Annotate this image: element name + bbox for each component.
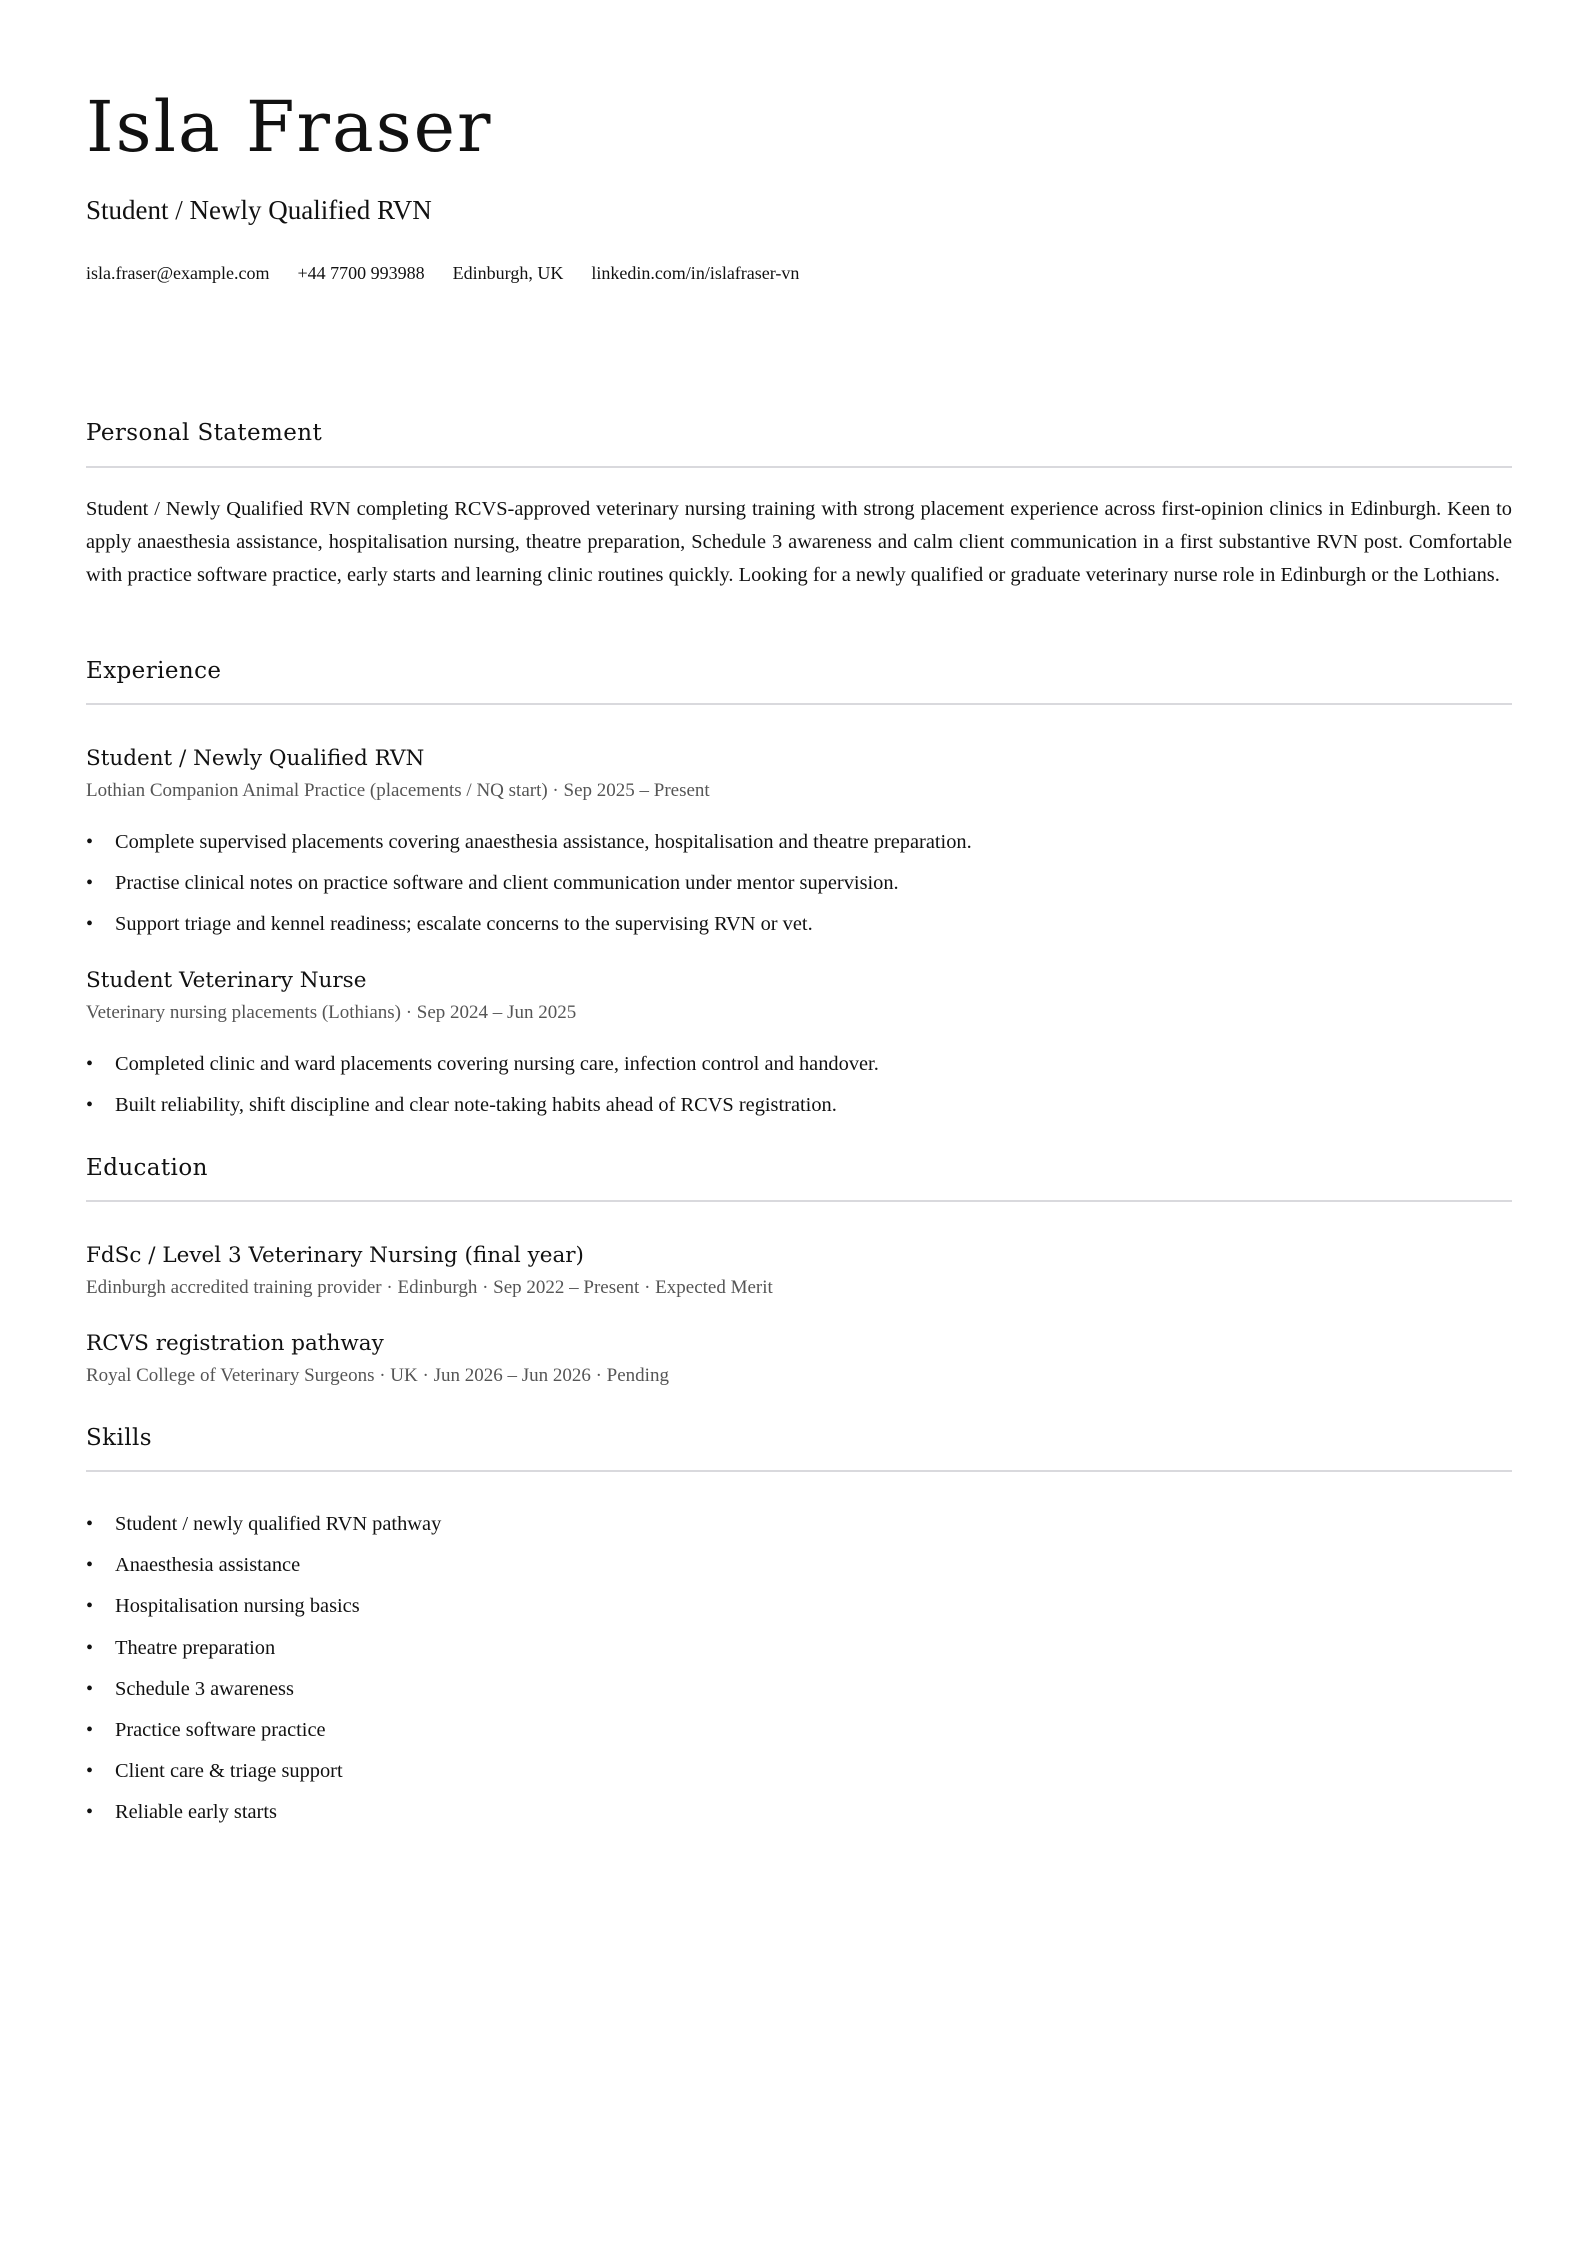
section-title-personal-statement: Personal Statement xyxy=(86,420,323,446)
list-item: • Completed clinic and ward placements covering nursing care, infection control and handover. xyxy=(86,1044,879,1085)
skills-list xyxy=(86,1504,441,1834)
section-divider xyxy=(86,1470,1512,1472)
education-title: FdSc / Level 3 Veterinary Nursing (final year) xyxy=(86,1243,584,1268)
role-title: Student Veterinary Nurse xyxy=(86,968,367,993)
contact-linkedin[interactable]: linkedin.com/in/islafraser-vn xyxy=(591,263,800,283)
role-bullets xyxy=(86,1044,879,1126)
list-item: • Student / newly qualified RVN pathway xyxy=(86,1504,441,1545)
education-meta: Royal College of Veterinary Surgeons · UK · Jun 2026 – Jun 2026 · Pending xyxy=(86,1365,669,1386)
candidate-headline: Student / Newly Qualified RVN xyxy=(86,195,432,225)
list-item: • Built reliability, shift discipline and clear note-taking habits ahead of RCVS registration. xyxy=(86,1085,879,1126)
section-divider xyxy=(86,1200,1512,1202)
list-item: • Practise clinical notes on practice software and client communication under mentor supervision. xyxy=(86,863,972,904)
list-item: • Schedule 3 awareness xyxy=(86,1669,441,1710)
section-title-education: Education xyxy=(86,1155,208,1181)
role-meta: Veterinary nursing placements (Lothians) · Sep 2024 – Jun 2025 xyxy=(86,1002,577,1023)
role-meta: Lothian Companion Animal Practice (placements / NQ start) · Sep 2025 – Present xyxy=(86,780,710,801)
personal-statement-text: Student / Newly Qualified RVN completing RCVS-approved veterinary nursing training with strong placement experience across first-opinion clinics in Edinburgh. Keen to apply anaesthesia assistance, hospitalisation nursing, theatre preparation, Schedule 3 awareness and calm client communication in a first substantive RVN post. Comfortable with practice software practice, early starts and learning clinic routines quickly. Looking for a newly qualified or graduate veterinary nurse role in Edinburgh or the Lothians. xyxy=(86,498,1512,586)
education-meta: Edinburgh accredited training provider · Edinburgh · Sep 2022 – Present · Expected Merit xyxy=(86,1277,773,1298)
section-divider xyxy=(86,466,1512,468)
list-item: • Practice software practice xyxy=(86,1710,441,1751)
contact-email[interactable]: isla.fraser@example.com xyxy=(86,263,270,283)
list-item: • Reliable early starts xyxy=(86,1792,441,1833)
contact-line xyxy=(86,264,799,282)
contact-phone[interactable]: +44 7700 993988 xyxy=(297,263,425,283)
list-item: • Hospitalisation nursing basics xyxy=(86,1586,441,1627)
section-title-experience: Experience xyxy=(86,658,222,684)
list-item: • Anaesthesia assistance xyxy=(86,1545,441,1586)
contact-location: Edinburgh, UK xyxy=(452,263,564,283)
section-title-skills: Skills xyxy=(86,1425,152,1451)
list-item: • Theatre preparation xyxy=(86,1628,441,1669)
section-divider xyxy=(86,703,1512,705)
list-item: • Complete supervised placements covering anaesthesia assistance, hospitalisation and theatre preparation. xyxy=(86,822,972,863)
candidate-name: Isla Fraser xyxy=(86,86,493,168)
role-bullets xyxy=(86,822,972,946)
list-item: • Client care & triage support xyxy=(86,1751,441,1792)
education-title: RCVS registration pathway xyxy=(86,1331,384,1356)
list-item: • Support triage and kennel readiness; escalate concerns to the supervising RVN or vet. xyxy=(86,904,972,945)
role-title: Student / Newly Qualified RVN xyxy=(86,746,425,771)
